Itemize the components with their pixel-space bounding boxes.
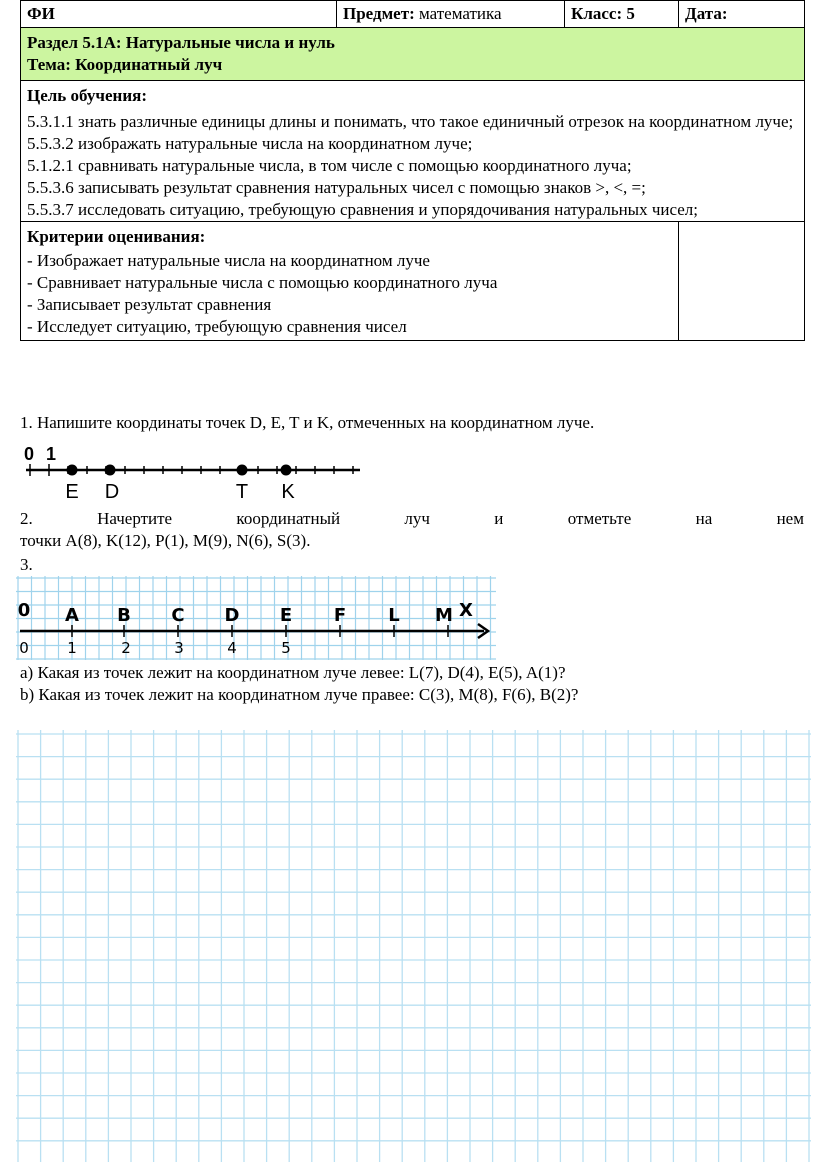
point-d <box>105 465 116 476</box>
date-cell <box>679 1 805 28</box>
goal-item: 5.5.3.6 записывать результат сравнения натуральных чисел с помощью знаков >, <, =; <box>27 178 646 197</box>
task-3-label-c: C <box>171 605 185 626</box>
fi-label: ФИ <box>27 4 55 23</box>
point-k <box>281 465 292 476</box>
criteria-item: - Исследует ситуацию, требующую сравнения чисел <box>27 317 407 336</box>
task-3-num-1: 1 <box>67 639 77 657</box>
task-3-num-2: 2 <box>121 639 131 657</box>
task-2-word: луч <box>404 509 430 528</box>
task-2-word: и <box>494 509 504 528</box>
question-b: b) Какая из точек лежит на координатном луче правее: C(3), M(8), F(6), B(2)? <box>20 685 579 704</box>
task-3-label-f: F <box>333 605 347 626</box>
fi-cell <box>21 1 337 28</box>
class-cell <box>565 1 679 28</box>
goals-cell <box>21 81 805 222</box>
criteria-empty-cell <box>679 222 805 341</box>
task-3-label-a: A <box>65 605 79 626</box>
section-title: Раздел 5.1А: Натуральные числа и нуль <box>27 33 335 52</box>
task-2-word: координатный <box>236 509 341 528</box>
criteria-item: - Сравнивает натуральные числа с помощью координатного луча <box>27 273 498 292</box>
goal-item: 5.1.2.1 сравнивать натуральные числа, в том числе с помощью координатного луча; <box>27 156 632 175</box>
topic-title: Тема: Координатный луч <box>27 55 223 74</box>
task-2 <box>20 508 804 552</box>
task-3-num-4: 4 <box>227 639 237 657</box>
point-e-label: E <box>65 481 79 503</box>
worksheet <box>20 0 804 341</box>
date-label: Дата: <box>685 4 728 23</box>
point-e <box>67 465 78 476</box>
point-t-label: T <box>235 481 249 503</box>
point-d-label: D <box>104 481 120 503</box>
ray-one-label: 1 <box>46 444 57 464</box>
subject-value: математика <box>419 4 502 23</box>
task-3-num-0: 0 <box>19 639 29 657</box>
task-1-ray <box>20 440 370 504</box>
task-2-word: нем <box>776 509 804 528</box>
task-1 <box>20 412 804 434</box>
task-2-word: Начертите <box>97 509 173 528</box>
task-3-number: 3. <box>20 555 33 574</box>
point-t <box>237 465 248 476</box>
task-2-line-1 <box>20 508 804 530</box>
task-3-num-5: 5 <box>281 639 291 657</box>
task-2-word: отметьте <box>567 509 632 528</box>
task-3-label-b: B <box>117 605 131 626</box>
task-3-ray <box>16 576 496 660</box>
subject-label: Предмет: <box>343 4 415 23</box>
task-2-line-2: точки A(8), K(12), P(1), M(9), N(6), S(3). <box>20 531 311 550</box>
answer-grid[interactable] <box>16 730 811 1162</box>
subject-cell <box>337 1 565 28</box>
task-1-text: 1. Напишите координаты точек D, E, T и K, отмеченных на координатном луче. <box>20 413 595 432</box>
goal-item: 5.5.3.2 изображать натуральные числа на координатном луче; <box>27 134 473 153</box>
criteria-title: Критерии оценивания: <box>27 227 206 246</box>
point-k-label: K <box>281 481 295 503</box>
goal-item: 5.3.1.1 знать различные единицы длины и понимать, что такое единичный отрезок на координатном луче; <box>27 112 794 131</box>
task-3-questions <box>20 662 804 706</box>
task-3-label-m: M <box>435 605 453 626</box>
criteria-item: - Записывает результат сравнения <box>27 295 272 314</box>
task-2-word: на <box>695 509 713 528</box>
criteria-cell <box>21 222 679 341</box>
task-3-label-l: L <box>388 605 400 626</box>
task-3-label-x: X <box>459 600 473 621</box>
task-3-label-0: 0 <box>17 600 31 621</box>
ray-zero-label: 0 <box>24 444 35 464</box>
header-table <box>20 0 805 341</box>
task-2-word: 2. <box>20 509 33 528</box>
task-3-label-d: D <box>224 605 240 626</box>
goal-item: 5.5.3.7 исследовать ситуацию, требующую сравнения и упорядочивания натуральных чисел; <box>27 200 698 219</box>
task-3-num-3: 3 <box>174 639 184 657</box>
class-label: Класс: 5 <box>571 4 635 23</box>
question-a: а) Какая из точек лежит на координатном луче левее: L(7), D(4), E(5), A(1)? <box>20 663 566 682</box>
goals-title: Цель обучения: <box>27 86 147 105</box>
task-3-label-e: E <box>279 605 293 626</box>
section-cell <box>21 28 805 81</box>
criteria-item: - Изображает натуральные числа на координатном луче <box>27 251 430 270</box>
task-3 <box>20 554 804 576</box>
